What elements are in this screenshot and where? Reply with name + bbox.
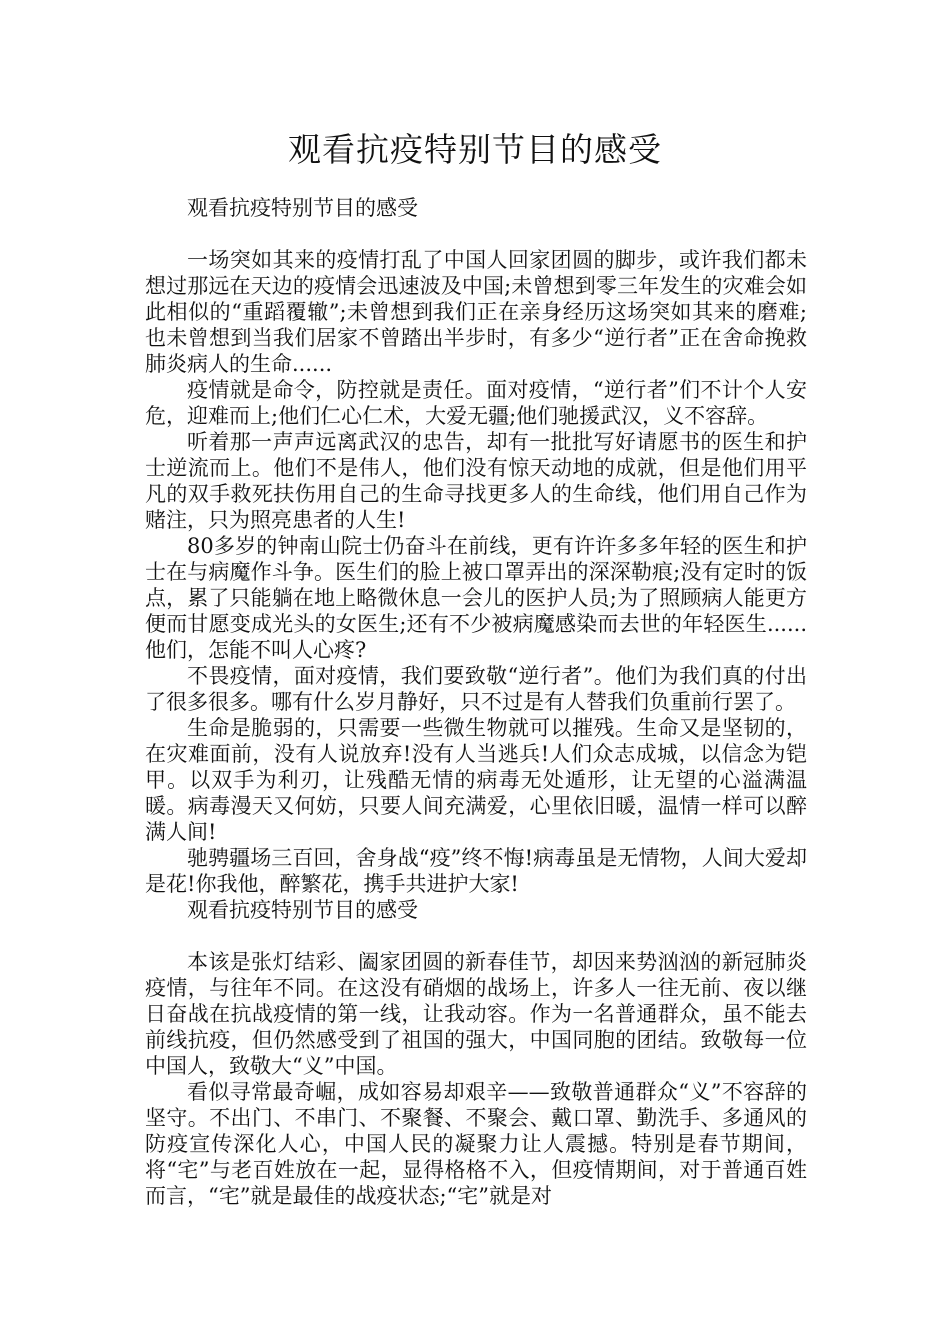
section-heading: 观看抗疫特别节目的感受 <box>187 196 418 220</box>
paragraph: 不畏疫情，面对疫情，我们要致敬“逆行者”。他们为我们真的付出了很多很多。哪有什么岁月静好，只不过是有人替我们负重前行罢了。 <box>145 664 807 714</box>
paragraph: 80多岁的钟南山院士仍奋斗在前线，更有许许多多年轻的医生和护士在与病魔作斗争。医生们的脸上被口罩弄出的深深勒痕;没有定时的饭点，累了只能躺在地上略微休息一会儿的医护人员;为了照顾病人能更方便而甘愿变成光头的女医生;还有不少被病魔感染而去世的年轻医生......他们，怎能不叫人心疼? <box>145 534 807 662</box>
section-heading: 观看抗疫特别节目的感受 <box>187 898 418 922</box>
paragraph: 驰骋疆场三百回，舍身战“疫”终不悔!病毒虽是无情物，人间大爱却是花!你我他，醉繁花，携手共进护大家! <box>145 846 807 896</box>
paragraph: 听着那一声声远离武汉的忠告，却有一批批写好请愿书的医生和护士逆流而上。他们不是伟人，他们没有惊天动地的成就，但是他们用平凡的双手救死扶伤用自己的生命寻找更多人的生命线，他们用自己作为赌注，只为照亮患者的人生! <box>145 430 807 532</box>
paragraph: 生命是脆弱的，只需要一些微生物就可以摧残。生命又是坚韧的，在灾难面前，没有人说放弃!没有人当逃兵!人们众志成城，以信念为铠甲。以双手为利刃，让残酷无情的病毒无处遁形，让无望的心溢满温暖。病毒漫天又何妨，只要人间充满爱，心里依旧暖，温情一样可以醉满人间! <box>145 716 807 844</box>
paragraph: 疫情就是命令，防控就是责任。面对疫情，“逆行者”们不计个人安危，迎难而上;他们仁心仁术，大爱无疆;他们驰援武汉，义不容辞。 <box>145 378 807 428</box>
document-title: 观看抗疫特别节目的感受 <box>288 130 662 169</box>
blank-line <box>145 221 807 247</box>
paragraph: 本该是张灯结彩、阖家团圆的新春佳节，却因来势汹汹的新冠肺炎疫情，与往年不同。在这没有硝烟的战场上，许多人一往无前、夜以继日奋战在抗战疫情的第一线，让我动容。作为一名普通群众，虽不能去前线抗疫，但仍然感受到了祖国的强大，中国同胞的团结。致敬每一位中国人，致敬大“义”中国。 <box>145 950 807 1078</box>
blank-line <box>145 923 807 949</box>
document-body <box>145 195 807 1209</box>
paragraph: 看似寻常最奇崛，成如容易却艰辛——致敬普通群众“义”不容辞的坚守。不出门、不串门、不聚餐、不聚会、戴口罩、勤洗手、多通风的防疫宣传深化人心，中国人民的凝聚力让人震撼。特别是春节期间，将“宅”与老百姓放在一起，显得格格不入，但疫情期间，对于普通百姓而言，“宅”就是最佳的战疫状态;“宅”就是对 <box>145 1080 807 1208</box>
paragraph: 一场突如其来的疫情打乱了中国人回家团圆的脚步，或许我们都未想过那远在天边的疫情会迅速波及中国;未曾想到零三年发生的灾难会如此相似的“重蹈覆辙”;未曾想到我们正在亲身经历这场突如其来的磨难;也未曾想到当我们居家不曾踏出半步时，有多少“逆行者”正在舍命挽救肺炎病人的生命...... <box>145 248 807 376</box>
